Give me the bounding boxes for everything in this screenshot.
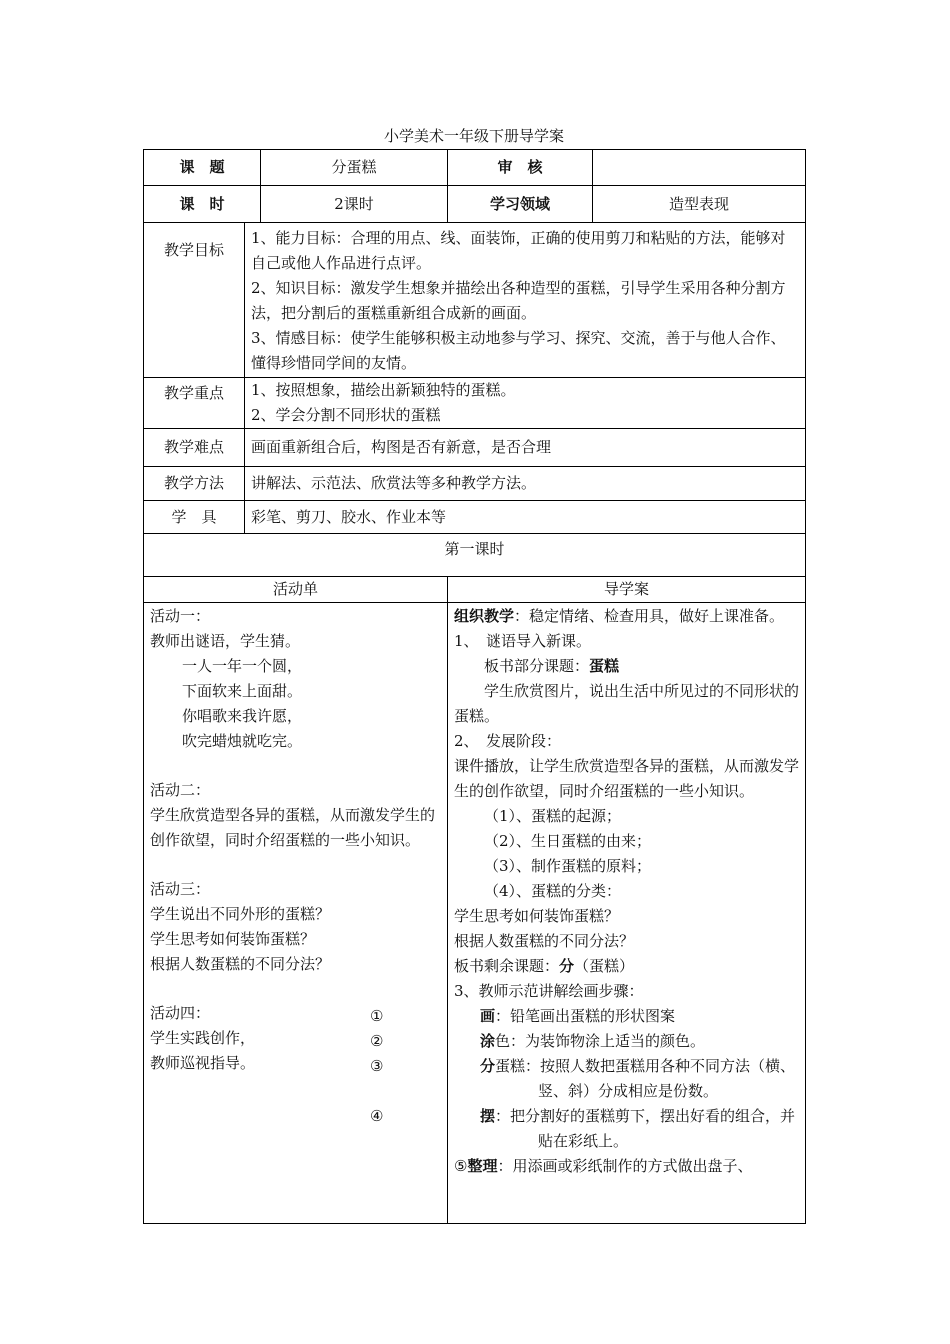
goal-knowledge: 2、知识目标：激发学生想象并描绘出各种造型的蛋糕，引导学生采用各种分割方法，把分割后的蛋糕重新组合成新的画面。 — [251, 279, 786, 322]
lesson-row — [144, 534, 806, 577]
step-number: ④ — [370, 1107, 384, 1125]
step-2-title: 2、 发展阶段： — [454, 732, 562, 750]
spacer — [150, 754, 441, 778]
step-2-text: 课件播放，让学生欣赏造型各异的蛋糕，从而激发学生的创作欲望，同时介绍蛋糕的一些小知识。 — [454, 757, 800, 800]
activity-4-line: 教师巡视指导。 — [150, 1054, 256, 1072]
page-title: 小学美术一年级下册导学案 — [383, 127, 564, 145]
activity-1-title: 活动一： — [150, 607, 211, 625]
goals-label: 教学目标 — [144, 223, 245, 378]
spacer — [150, 853, 441, 877]
activity-2-title: 活动二： — [150, 781, 211, 799]
goal-emotion: 3、情感目标：使学生能够积极主动地参与学习、探究、交流，善于与他人合作、懂得珍惜同学间的友情。 — [251, 329, 786, 372]
activity-4-title: 活动四： — [150, 1004, 211, 1022]
board-remaining-bold: 分 — [559, 957, 575, 975]
activity-3-line: 学生说出不同外形的蛋糕？ — [150, 905, 331, 923]
board-partial-bold: 蛋糕 — [589, 657, 620, 675]
period-label: 课 时 — [144, 186, 261, 223]
lesson-title: 第一课时 — [144, 534, 806, 577]
knowledge-item: （1）、蛋糕的起源； — [484, 807, 622, 825]
step-text: ：用添画或彩纸制作的方式做出盘子、 — [497, 1157, 753, 1175]
domain-label: 学习领域 — [448, 186, 593, 223]
board-partial-title — [454, 654, 799, 679]
riddle-line: 一人一年一个圆， — [182, 657, 303, 675]
tools-text: 彩笔、剪刀、胶水、作业本等 — [245, 501, 806, 534]
goals-content — [245, 223, 806, 378]
step-number: ① — [370, 1007, 384, 1025]
drawing-step — [370, 1004, 799, 1029]
drawing-step — [370, 1054, 799, 1104]
riddle-line: 你唱歌来我许愿， — [182, 707, 303, 725]
topic-label: 课 题 — [144, 150, 261, 186]
topic-value: 分蛋糕 — [261, 150, 448, 186]
columns-row — [144, 577, 806, 603]
content-row — [144, 603, 806, 1224]
board-remaining-title — [454, 954, 799, 979]
step-keyword: 涂 — [480, 1032, 496, 1050]
step-text: 色：为装饰物涂上适当的颜色。 — [495, 1032, 706, 1050]
tools-label: 学 具 — [144, 501, 245, 534]
activity-1-intro: 教师出谜语，学生猜。 — [150, 632, 301, 650]
method-row — [144, 467, 806, 501]
drawing-step — [370, 1029, 799, 1054]
step-1-title: 1、 谜语导入新课。 — [454, 632, 592, 650]
key-points-content — [245, 378, 806, 429]
review-value — [593, 150, 806, 186]
board-remaining-prefix: 板书剩余课题： — [454, 957, 560, 975]
guide-column-header: 导学案 — [448, 577, 806, 603]
knowledge-item: （2）、生日蛋糕的由来； — [484, 832, 652, 850]
difficulty-row — [144, 429, 806, 467]
organize-teaching — [454, 604, 799, 629]
activity-3-title: 活动三： — [150, 880, 211, 898]
review-label: 审 核 — [448, 150, 593, 186]
domain-value: 造型表现 — [593, 186, 806, 223]
board-remaining-suffix: （蛋糕） — [574, 957, 635, 975]
board-partial-prefix: 板书部分课题： — [484, 657, 590, 675]
step-3-title: 3、教师示范讲解绘画步骤： — [454, 982, 644, 1000]
tools-row — [144, 501, 806, 534]
guide-cell — [370, 603, 806, 1224]
organize-label: 组织教学 — [454, 607, 515, 625]
step-keyword: 分 — [480, 1057, 496, 1075]
activity-column-header: 活动单 — [144, 577, 448, 603]
step-number: ⑤ — [454, 1157, 468, 1175]
step-text: 蛋糕：按照人数把蛋糕用各种不同方法（横、竖、斜）分成相应是份数。 — [495, 1057, 796, 1100]
key-points-row — [144, 378, 806, 429]
step-number: ③ — [370, 1057, 384, 1075]
difficulty-text: 画面重新组合后，构图是否有新意，是否合理 — [245, 429, 806, 467]
step-keyword: 整理 — [467, 1157, 498, 1175]
riddle-line: 吹完蜡烛就吃完。 — [182, 732, 303, 750]
spacer — [150, 977, 441, 1001]
activity-cell — [144, 603, 448, 1224]
activity-2-text: 学生欣赏造型各异的蛋糕，从而激发学生的创作欲望，同时介绍蛋糕的一些小知识。 — [150, 806, 436, 849]
header-row-1 — [144, 150, 806, 186]
key-point-1: 1、按照想象，描绘出新颖独特的蛋糕。 — [251, 381, 516, 399]
step-2-question: 根据人数蛋糕的不同分法？ — [454, 932, 635, 950]
organize-text: ：稳定情绪、检查用具，做好上课准备。 — [514, 607, 785, 625]
goals-row — [144, 223, 806, 378]
step-2-question: 学生思考如何装饰蛋糕？ — [454, 907, 620, 925]
activity-3-line: 学生思考如何装饰蛋糕？ — [150, 930, 316, 948]
knowledge-item: （3）、制作蛋糕的原料； — [484, 857, 652, 875]
step-1-view: 学生欣赏图片，说出生活中所见过的不同形状的蛋糕。 — [454, 682, 800, 725]
step-text: ：铅笔画出蛋糕的形状图案 — [495, 1007, 676, 1025]
lesson-plan-table — [143, 149, 806, 1224]
key-points-label: 教学重点 — [144, 378, 245, 429]
key-point-2: 2、学会分割不同形状的蛋糕 — [251, 406, 441, 424]
period-value: 2课时 — [261, 186, 448, 223]
difficulty-label: 教学难点 — [144, 429, 245, 467]
method-label: 教学方法 — [144, 467, 245, 501]
riddle-line: 下面软来上面甜。 — [182, 682, 303, 700]
step-keyword: 摆 — [480, 1107, 496, 1125]
header-row-2 — [144, 186, 806, 223]
step-keyword: 画 — [480, 1007, 496, 1025]
activity-4-line: 学生实践创作， — [150, 1029, 256, 1047]
method-text: 讲解法、示范法、欣赏法等多种教学方法。 — [245, 467, 806, 501]
drawing-step — [454, 1154, 799, 1179]
knowledge-item: （4）、蛋糕的分类： — [484, 882, 622, 900]
step-number: ② — [370, 1032, 384, 1050]
goal-ability: 1、能力目标：合理的用点、线、面装饰，正确的使用剪刀和粘贴的方法，能够对自己或他人作品进行点评。 — [251, 229, 786, 272]
activity-3-line: 根据人数蛋糕的不同分法？ — [150, 955, 331, 973]
drawing-step — [370, 1104, 799, 1154]
step-text: ：把分割好的蛋糕剪下，摆出好看的组合，并贴在彩纸上。 — [495, 1107, 796, 1150]
